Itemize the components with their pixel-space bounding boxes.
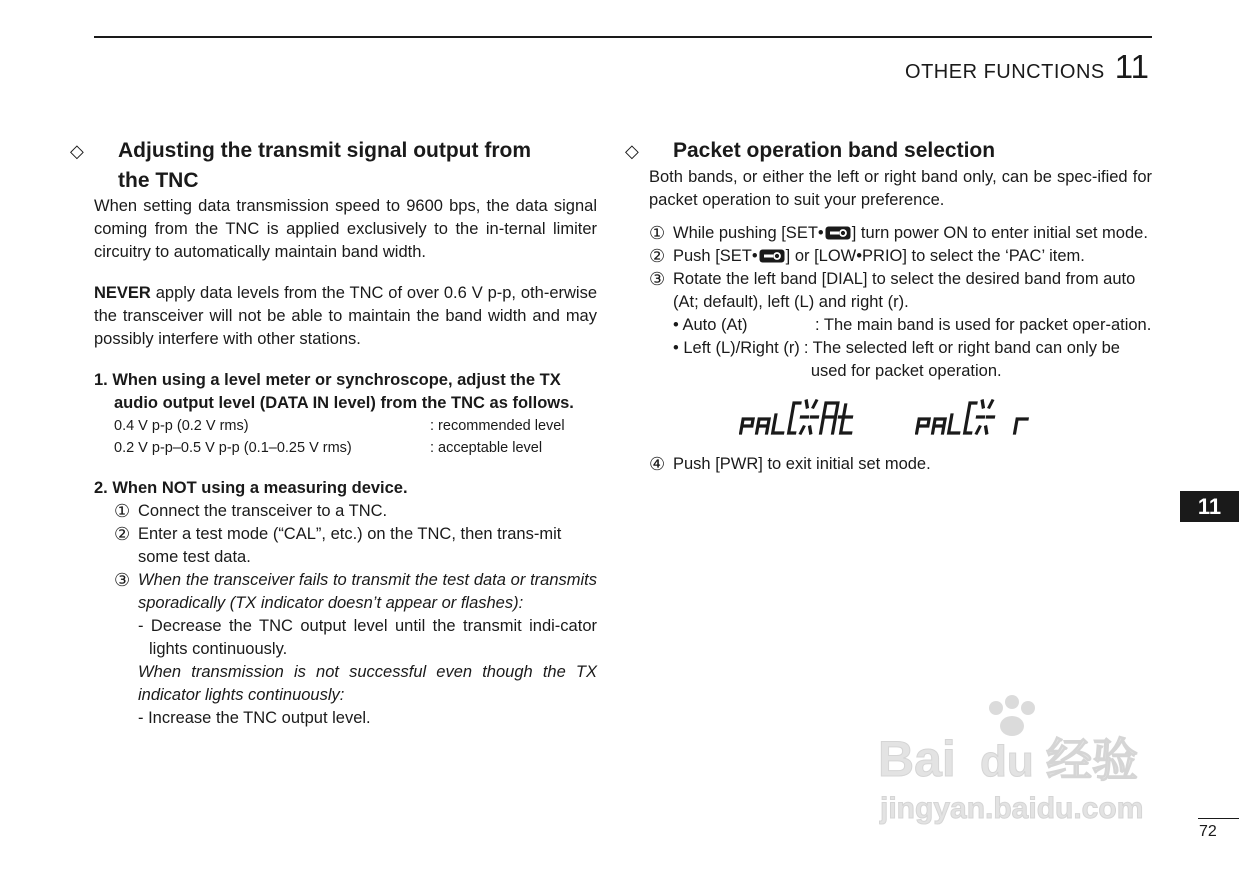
step-text: Enter a test mode (“CAL”, etc.) on the TNC, then trans-mit some test data.	[138, 525, 562, 566]
svg-text:Bai: Bai	[878, 731, 956, 787]
bullet-label: • Auto (At)	[673, 316, 748, 334]
bullet-text: : The main band is used for packet oper-ation.	[815, 316, 1152, 334]
section-title: OTHER FUNCTIONS	[905, 61, 1105, 83]
step-number: ③	[649, 269, 666, 289]
right-step-3	[649, 268, 1152, 314]
step-number: ①	[114, 501, 131, 521]
left-heading-line1: Adjusting the transmit signal output from	[118, 139, 531, 162]
step-number: ②	[649, 246, 666, 266]
right-intro: Both bands, or either the left or right band only, can be spec-ified for packet operation to suit your preference.	[649, 168, 1152, 209]
right-heading	[625, 136, 1152, 166]
step-text	[673, 222, 1152, 245]
step-number: ①	[649, 223, 666, 243]
never-text: apply data levels from the TNC of over 0.6 V p-p, oth-erwise the transceiver will not be able to maintain the band width and may possibly interfere with other stations.	[94, 284, 597, 348]
lcd-pac-at	[739, 397, 865, 437]
step-number: ③	[114, 570, 131, 590]
diamond-icon: ◇	[70, 141, 84, 161]
key-icon	[825, 226, 851, 240]
left-heading	[70, 136, 597, 195]
item1-title: 1. When using a level meter or synchroscope, adjust the TX audio output level (DATA IN level) from the TNC as follows.	[94, 371, 574, 412]
svg-text:du: du	[980, 737, 1034, 786]
svg-text:经验: 经验	[1046, 734, 1138, 786]
step-number: ②	[114, 524, 131, 544]
bullet-text: : The selected left or right band can only be used for packet operation.	[803, 339, 1120, 380]
chapter-tab: 11	[1180, 491, 1239, 522]
page-number: 72	[1199, 823, 1217, 840]
never-bold: NEVER	[94, 284, 151, 302]
left-column	[70, 136, 597, 730]
top-rule	[94, 36, 1152, 38]
left-heading-line2: the TNC	[118, 169, 199, 192]
section-number: 11	[1114, 48, 1149, 85]
lcd-pac-r-graphic	[915, 397, 1041, 437]
page-number-rule	[1198, 818, 1239, 819]
step-text: Connect the transceiver to a TNC.	[138, 502, 388, 520]
lcd-displays	[649, 397, 1152, 437]
right-step-4	[649, 453, 1152, 476]
step2-text-a: Push [SET•	[673, 247, 758, 265]
step3-condition: When the transceiver fails to transmit the test data or transmits sporadically (TX indicator doesn’t appear or flashes):	[138, 571, 597, 612]
right-heading-text: Packet operation band selection	[673, 139, 996, 162]
left-intro: When setting data transmission speed to 9600 bps, the data signal coming from the TNC is applied exclusively to the in-ternal limiter circuitry to automatically maintain band width.	[94, 197, 597, 261]
step1-text-b: ] turn power ON to enter initial set mode.	[851, 224, 1148, 242]
level-value: 0.2 V p-p–0.5 V p-p (0.1–0.25 V rms)	[114, 440, 352, 456]
step2-text-b: ] or [LOW•PRIO] to select the ‘PAC’ item.	[785, 247, 1085, 265]
step-text: Rotate the left band [DIAL] to select the desired band from auto (At; default), left (L) and right (r).	[673, 270, 1136, 311]
step-3	[114, 569, 597, 730]
step3-action-2: - Increase the TNC output level.	[138, 709, 371, 727]
level-row-2	[94, 437, 597, 459]
step-1	[114, 500, 597, 523]
step-2	[114, 523, 597, 569]
level-note: : acceptable level	[430, 440, 543, 456]
svg-text:jingyan.baidu.com: jingyan.baidu.com	[880, 792, 1144, 825]
item2-title: 2. When NOT using a measuring device.	[94, 479, 408, 497]
step3-action-1: - Decrease the TNC output level until the transmit indi-cator lights continuously.	[138, 617, 597, 658]
right-column	[625, 136, 1152, 476]
key-icon	[759, 249, 785, 263]
step-text	[673, 245, 1152, 268]
level-row-1	[94, 415, 597, 437]
bullet-auto	[649, 314, 1152, 337]
page-header	[905, 48, 1149, 86]
lcd-pac-at-graphic	[739, 397, 865, 437]
diamond-icon: ◇	[625, 141, 639, 161]
step1-text-a: While pushing [SET•	[673, 224, 824, 242]
step-number: ④	[649, 454, 666, 474]
lcd-pac-r	[915, 397, 1041, 437]
right-step-2	[649, 245, 1152, 268]
level-note: : recommended level	[430, 418, 565, 434]
step-text: Push [PWR] to exit initial set mode.	[673, 455, 931, 473]
never-warning	[94, 282, 597, 351]
level-value: 0.4 V p-p (0.2 V rms)	[114, 418, 249, 434]
bullet-label: • Left (L)/Right (r)	[673, 339, 800, 357]
bullet-left-right	[649, 337, 1152, 383]
step3-condition-2: When transmission is not successful even though the TX indicator lights continuously:	[138, 663, 597, 704]
right-step-1	[649, 222, 1152, 245]
watermark-logo	[876, 690, 1176, 830]
